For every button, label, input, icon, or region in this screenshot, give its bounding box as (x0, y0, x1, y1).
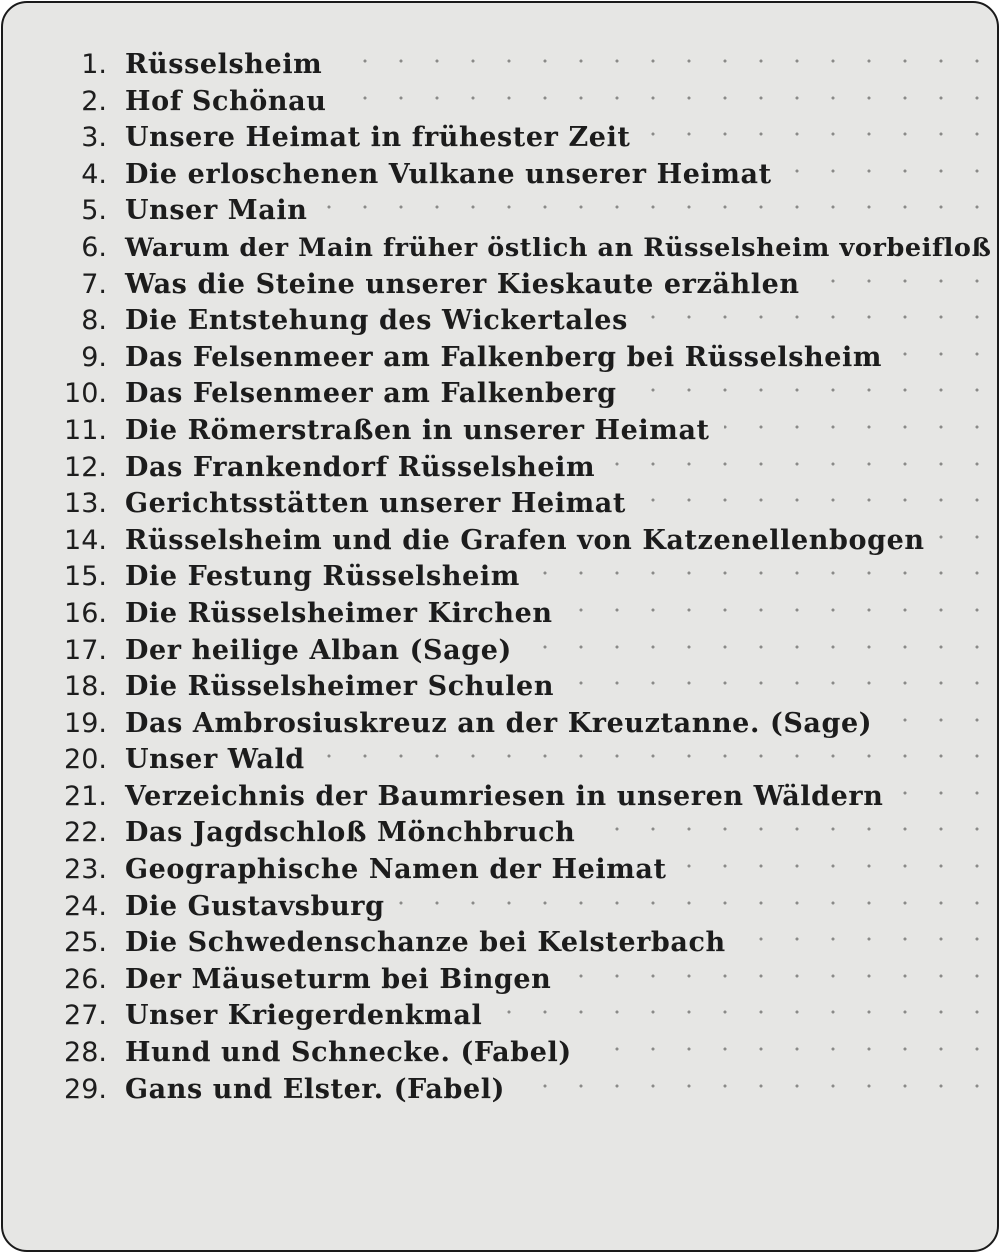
toc-entry (53, 815, 999, 852)
dot-leader (786, 169, 995, 173)
toc-entry-number: 28. (64, 1037, 107, 1069)
dot-leader (645, 132, 995, 136)
toc-entry-number: 1. (81, 49, 107, 80)
toc-entry (53, 559, 999, 596)
dot-leader (336, 59, 995, 63)
toc-entry (53, 523, 999, 560)
toc-entry-title: Die Festung Rüsselsheim (125, 561, 520, 593)
toc-entry-title: Die Entstehung des Wickertales (125, 305, 628, 337)
toc-entry-number: 22. (64, 817, 107, 849)
toc-entry-title: Das Felsenmeer am Falkenberg bei Rüsselsheim (125, 341, 883, 373)
table-of-contents (53, 47, 999, 1108)
toc-entry-title: Die Gustavsburg (125, 890, 385, 922)
dot-leader (724, 425, 995, 429)
dot-leader (939, 535, 995, 539)
toc-entry-title: Was die Steine unserer Kieskaute erzählen (125, 268, 800, 300)
toc-entry-number: 3. (81, 122, 107, 154)
toc-entry-title: Der heilige Alban (Sage) (125, 634, 512, 666)
toc-entry (53, 267, 999, 304)
toc-entry-title: Geographische Namen der Heimat (125, 854, 667, 886)
toc-entry-number: 16. (64, 597, 107, 629)
toc-entry (53, 340, 999, 377)
toc-entry (53, 47, 999, 84)
document-page (1, 1, 999, 1252)
dot-leader (568, 681, 995, 685)
toc-entry-number: 13. (64, 488, 107, 520)
toc-entry (53, 303, 999, 340)
toc-entry-number: 6. (81, 231, 107, 263)
toc-entry (53, 376, 999, 413)
dot-leader (321, 205, 995, 209)
dot-leader (534, 571, 995, 575)
toc-entry-title: Unser Wald (125, 744, 305, 776)
toc-entry-title: Das Jagdschloß Mönchbruch (125, 817, 576, 849)
dot-leader (640, 498, 995, 502)
dot-leader (340, 96, 995, 100)
dot-leader (642, 315, 995, 319)
toc-entry-title: Der Mäuseturm bei Bingen (125, 963, 552, 995)
toc-entry-title: Das Ambrosiuskreuz an der Kreuztanne. (Sage) (125, 707, 873, 739)
toc-entry-number: 27. (64, 1000, 107, 1032)
toc-entry-title: Die Rüsselsheimer Schulen (125, 671, 555, 703)
toc-entry-title: Die erloschenen Vulkane unserer Heimat (125, 158, 772, 190)
toc-entry-number: 26. (64, 963, 107, 995)
toc-entry-title: Gerichtsstätten unserer Heimat (125, 488, 626, 520)
toc-entry-number: 18. (64, 671, 107, 703)
toc-entry-title: Verzeichnis der Baumriesen in unseren Wäldern (125, 780, 884, 812)
toc-entry (53, 779, 999, 816)
dot-leader (681, 864, 995, 868)
toc-entry (53, 962, 999, 999)
dot-leader (740, 937, 995, 941)
toc-entry (53, 120, 999, 157)
dot-leader (886, 718, 995, 722)
toc-entry-title: Die Rüsselsheimer Kirchen (125, 597, 553, 629)
toc-entry-number: 15. (64, 561, 107, 593)
toc-entry-number: 11. (64, 414, 107, 446)
toc-entry (53, 157, 999, 194)
toc-entry-number: 10. (64, 378, 107, 410)
dot-leader (814, 279, 995, 283)
toc-entry (53, 84, 999, 121)
toc-entry (53, 925, 999, 962)
toc-entry-number: 25. (64, 927, 107, 959)
toc-entry-title: Gans und Elster. (Fabel) (125, 1073, 506, 1105)
toc-entry-number: 14. (64, 524, 107, 556)
toc-entry-title: Die Römerstraßen in unserer Heimat (125, 414, 710, 446)
toc-entry-number: 5. (81, 195, 107, 227)
dot-leader (896, 352, 995, 356)
toc-entry-number: 8. (81, 305, 107, 337)
dot-leader (631, 388, 995, 392)
dot-leader (565, 974, 995, 978)
toc-entry-number: 12. (64, 451, 107, 483)
toc-entry (53, 706, 999, 743)
toc-entry-number: 19. (64, 707, 107, 739)
toc-entry-title: Hund und Schnecke. (Fabel) (125, 1037, 572, 1069)
toc-entry-title: Warum der Main früher östlich an Rüsselsheim vorbeifloß (125, 232, 992, 263)
dot-leader (589, 827, 995, 831)
toc-entry-title: Unsere Heimat in frühester Zeit (125, 122, 631, 154)
dot-leader (897, 791, 995, 795)
dot-leader (319, 754, 995, 758)
toc-entry-title: Rüsselsheim (125, 49, 323, 80)
toc-entry (53, 413, 999, 450)
toc-entry-number: 21. (64, 780, 107, 812)
toc-entry-number: 4. (81, 158, 107, 190)
toc-entry-title: Die Schwedenschanze bei Kelsterbach (125, 927, 726, 959)
toc-entry (53, 1072, 999, 1109)
toc-entry-number: 9. (81, 341, 107, 373)
toc-entry-number: 24. (64, 890, 107, 922)
toc-entry-number: 29. (64, 1073, 107, 1105)
toc-entry-title: Rüsselsheim und die Grafen von Katzenellenbogen (125, 524, 925, 556)
toc-entry (53, 596, 999, 633)
toc-entry (53, 852, 999, 889)
toc-entry-number: 7. (81, 268, 107, 300)
toc-entry-title: Unser Kriegerdenkmal (125, 1000, 483, 1032)
toc-entry (53, 998, 999, 1035)
toc-entry (53, 230, 999, 267)
dot-leader (519, 1084, 995, 1088)
toc-entry (53, 486, 999, 523)
dot-leader (609, 462, 995, 466)
toc-entry-number: 17. (64, 634, 107, 666)
toc-entry-title: Das Frankendorf Rüsselsheim (125, 451, 596, 483)
dot-leader (567, 608, 995, 612)
toc-entry (53, 633, 999, 670)
toc-entry (53, 450, 999, 487)
toc-entry-number: 23. (64, 854, 107, 886)
dot-leader (586, 1047, 995, 1051)
toc-entry-number: 2. (81, 85, 107, 117)
toc-entry (53, 669, 999, 706)
toc-entry-title: Das Felsenmeer am Falkenberg (125, 378, 617, 410)
toc-entry (53, 1035, 999, 1072)
toc-entry-title: Hof Schönau (125, 85, 327, 117)
dot-leader (526, 645, 995, 649)
toc-entry (53, 889, 999, 926)
dot-leader (399, 901, 995, 905)
toc-entry-title: Unser Main (125, 195, 308, 227)
toc-entry (53, 742, 999, 779)
toc-entry (53, 193, 999, 230)
dot-leader (496, 1010, 995, 1014)
toc-entry-number: 20. (64, 744, 107, 776)
